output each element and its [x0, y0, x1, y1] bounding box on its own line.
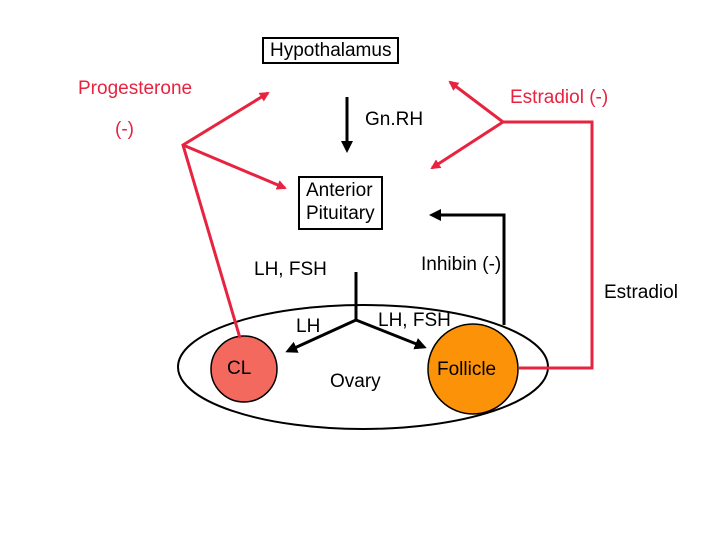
inhibin-label: Inhibin (-) — [421, 254, 502, 275]
progesterone-label: Progesterone — [78, 78, 193, 99]
lh-label: LH — [296, 316, 321, 337]
anterior-pituitary-line1: Anterior — [306, 180, 373, 201]
estradiol-top-label: Estradiol (-) — [510, 87, 609, 108]
follicle-label: Follicle — [437, 359, 497, 380]
estradiol-to-pituitary-arrow — [432, 122, 503, 168]
hypothalamus-label: Hypothalamus — [262, 37, 399, 64]
estradiol-right-label: Estradiol — [604, 282, 678, 303]
lh-fsh-lower-label: LH, FSH — [378, 310, 451, 331]
lh-fsh-upper-label: LH, FSH — [254, 259, 327, 280]
anterior-pituitary-line2: Pituitary — [306, 202, 375, 224]
progesterone-feedback-line — [183, 93, 268, 338]
progesterone-effect-label: (-) — [115, 119, 134, 140]
cl-label: CL — [227, 358, 252, 379]
gnrh-label: Gn.RH — [365, 109, 424, 130]
anterior-pituitary-label — [298, 176, 383, 230]
progesterone-to-pituitary-arrow — [183, 145, 285, 188]
ovary-label: Ovary — [330, 371, 381, 392]
